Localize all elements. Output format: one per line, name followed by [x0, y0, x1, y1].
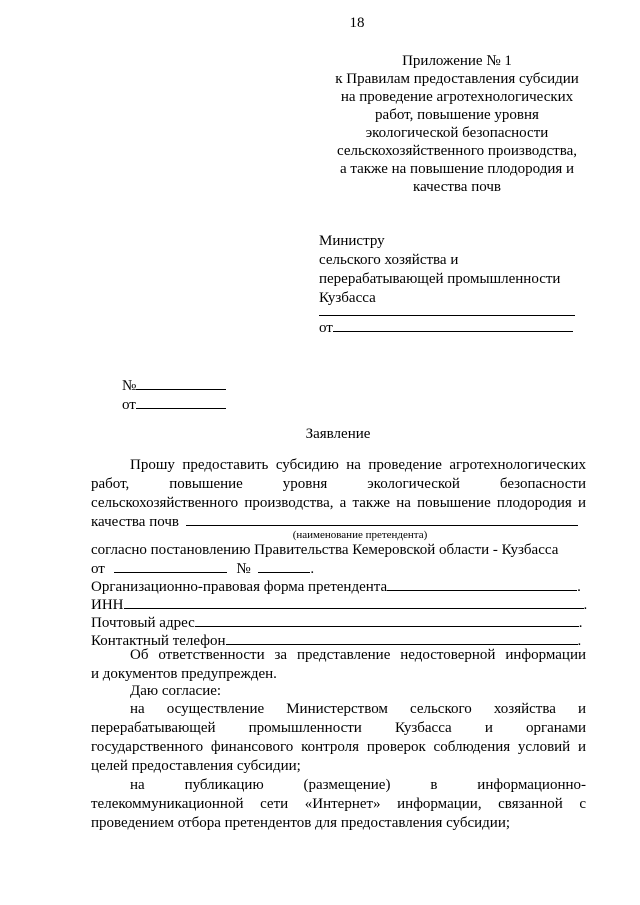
appendix-line: на проведение агротехнологических: [340, 89, 574, 105]
body-text: Об ответственности за представление недостоверной информации: [130, 647, 586, 663]
reg-date-field[interactable]: [136, 394, 226, 409]
body-text: Прошу предоставить субсидию на проведение агротехнологических: [130, 457, 586, 473]
appendix-line: а также на повышение плодородия и: [339, 161, 575, 177]
field-label: ИНН: [91, 597, 124, 613]
reg-date-row: [122, 394, 226, 415]
body-line: [130, 776, 586, 795]
body-line: [91, 795, 586, 814]
body-line: [91, 475, 586, 494]
applicant-caption: (наименование претендента): [292, 529, 428, 541]
field-label: Почтовый адрес: [91, 615, 195, 631]
appendix-line: к Правилам предоставления субсидии: [335, 71, 579, 87]
field-label: Организационно-правовая форма претендента: [91, 579, 388, 595]
punctuation: .: [310, 561, 315, 577]
applicant-name-field[interactable]: [186, 511, 578, 526]
legal-form-input[interactable]: [387, 576, 577, 591]
body-line: проведением отбора претендентов для предоставления субсидии;: [91, 815, 511, 831]
page-number: 18: [349, 15, 365, 31]
consent-title: Даю согласие:: [130, 683, 222, 699]
punctuation: .: [577, 579, 581, 595]
addressee-line: перерабатывающей промышленности: [319, 271, 561, 287]
resolution-from-label: от: [91, 561, 105, 577]
appendix-line: сельскохозяйственного производства,: [336, 143, 578, 159]
resolution-number-label: №: [236, 561, 251, 577]
appendix-line: экологической безопасности: [365, 125, 549, 141]
body-text: сельскохозяйственного производства, а также на повышение плодородия и: [91, 495, 586, 511]
phone-input[interactable]: [226, 630, 578, 645]
addressee-from-label: от: [319, 320, 333, 336]
body-text: телекоммуникационной сети «Интернет» информации, связанной с: [91, 796, 586, 812]
addressee-line: сельского хозяйства и: [319, 252, 459, 268]
appendix-line: работ, повышение уровня: [375, 107, 539, 123]
addressee-from-row: [319, 317, 573, 338]
appendix-title: Приложение № 1: [402, 53, 512, 69]
resolution-date-field[interactable]: [114, 558, 227, 573]
inn-input[interactable]: [124, 594, 584, 609]
body-line: целей предоставления субсидии;: [91, 758, 301, 774]
body-text: на осуществление Министерством сельского хозяйства и: [130, 701, 586, 717]
body-line: [130, 700, 586, 719]
punctuation: .: [583, 597, 588, 613]
body-text: на публикацию (размещение) в информационно-: [130, 777, 586, 793]
statement-heading: Заявление: [305, 426, 371, 442]
addressee-blank-line[interactable]: [319, 302, 575, 316]
resolution-number-field[interactable]: [258, 558, 310, 573]
reg-number-label: №: [122, 378, 137, 394]
body-line: [130, 456, 586, 475]
body-text: качества почв: [91, 514, 179, 530]
appendix-line: качества почв: [413, 179, 501, 195]
reg-number-field[interactable]: [136, 375, 226, 390]
reg-number-row: [122, 375, 226, 396]
postal-address-input[interactable]: [195, 612, 579, 627]
addressee-line: Кузбасса: [319, 290, 376, 306]
body-text: государственного финансового контроля проверок соблюдения условий и: [91, 739, 586, 755]
addressee-line: Министру: [319, 233, 385, 249]
body-text: работ, повышение уровня экологической безопасности: [91, 476, 586, 492]
body-line: [91, 719, 586, 738]
addressee-from-field[interactable]: [333, 317, 573, 332]
punctuation: .: [577, 633, 582, 649]
body-line: [91, 738, 586, 757]
body-text: перерабатывающей промышленности Кузбасса и органами: [91, 720, 586, 736]
body-line: [130, 646, 586, 665]
punctuation: .: [578, 615, 583, 631]
field-label: Контактный телефон: [91, 633, 226, 649]
reg-date-label: от: [122, 397, 136, 413]
body-line: и документов предупрежден.: [91, 666, 277, 682]
resolution-line: согласно постановлению Правительства Кемеровской области - Кузбасса: [91, 542, 559, 558]
